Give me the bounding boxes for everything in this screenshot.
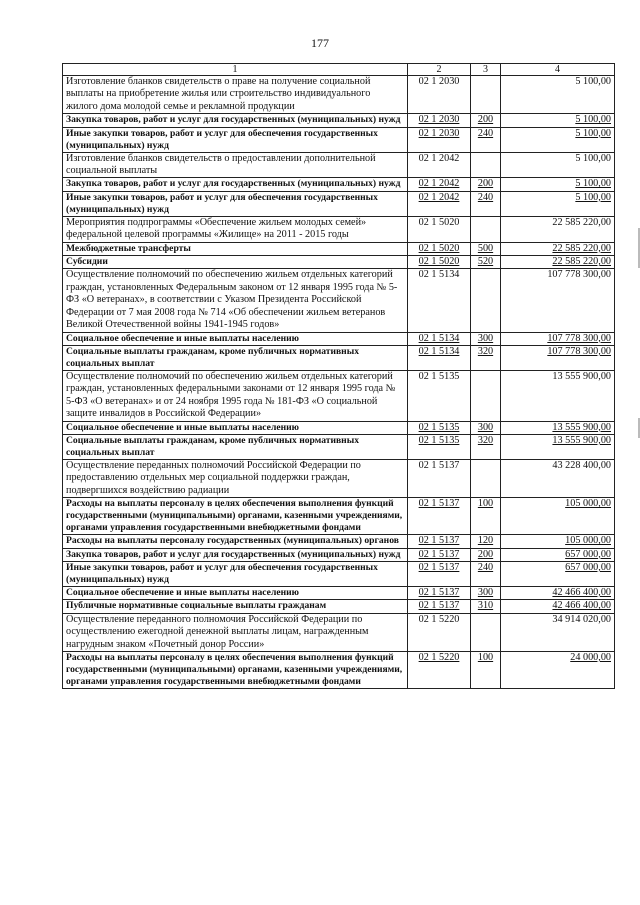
- table-row: [63, 256, 615, 269]
- row-type: 100: [471, 652, 501, 689]
- row-type: 240: [471, 191, 501, 216]
- row-name: Расходы на выплаты персоналу в целях обеспечения выполнения функций государственными (муниципальными) органами, казенными учреждениями, органами управления государственными внебюджетными фондами: [63, 498, 408, 535]
- row-code: 02 1 2030: [408, 114, 471, 127]
- row-amount: 13 555 900,00: [501, 421, 615, 434]
- table-row: [63, 548, 615, 561]
- row-name: Иные закупки товаров, работ и услуг для обеспечения государственных (муниципальных) нужд: [63, 561, 408, 586]
- row-type: 520: [471, 256, 501, 269]
- row-amount: 5 100,00: [501, 127, 615, 152]
- table-row: [63, 613, 615, 651]
- row-name: Социальные выплаты гражданам, кроме публичных нормативных социальных выплат: [63, 434, 408, 459]
- row-name: Социальное обеспечение и иные выплаты населению: [63, 421, 408, 434]
- row-name: Социальное обеспечение и иные выплаты населению: [63, 586, 408, 599]
- row-type: 300: [471, 586, 501, 599]
- row-name: Закупка товаров, работ и услуг для государственных (муниципальных) нужд: [63, 178, 408, 191]
- row-type: 240: [471, 127, 501, 152]
- row-name: Осуществление переданных полномочий Российской Федерации по предоставлению отдельных мер социальной поддержки граждан, подвергшихся воздействию радиации: [63, 459, 408, 497]
- row-amount: 107 778 300,00: [501, 332, 615, 345]
- row-name: Мероприятия подпрограммы «Обеспечение жильем молодых семей» федеральной целевой программы «Жилище» на 2011 - 2015 годы: [63, 216, 408, 242]
- row-name: Расходы на выплаты персоналу в целях обеспечения выполнения функций государственными (муниципальными) органами, казенными учреждениями, органами управления государственными внебюджетными фондами: [63, 652, 408, 689]
- row-code: 02 1 5020: [408, 242, 471, 255]
- table-row: [63, 114, 615, 127]
- table-row: [63, 345, 615, 370]
- row-type: [471, 76, 501, 114]
- row-name: Межбюджетные трансферты: [63, 242, 408, 255]
- table-row: [63, 216, 615, 242]
- row-amount: 13 555 900,00: [501, 370, 615, 421]
- row-type: 120: [471, 535, 501, 548]
- row-type: 300: [471, 421, 501, 434]
- row-amount: 34 914 020,00: [501, 613, 615, 651]
- row-amount: 657 000,00: [501, 548, 615, 561]
- row-type: [471, 370, 501, 421]
- row-name: Иные закупки товаров, работ и услуг для обеспечения государственных (муниципальных) нужд: [63, 127, 408, 152]
- row-code: 02 1 2042: [408, 191, 471, 216]
- row-name: Расходы на выплаты персоналу государственных (муниципальных) органов: [63, 535, 408, 548]
- row-name: Публичные нормативные социальные выплаты гражданам: [63, 600, 408, 613]
- row-name: Социальное обеспечение и иные выплаты населению: [63, 332, 408, 345]
- row-code: 02 1 2042: [408, 152, 471, 178]
- row-name: Иные закупки товаров, работ и услуг для обеспечения государственных (муниципальных) нужд: [63, 191, 408, 216]
- row-name: Закупка товаров, работ и услуг для государственных (муниципальных) нужд: [63, 548, 408, 561]
- budget-table: [62, 63, 615, 689]
- table-row: [63, 370, 615, 421]
- row-amount: 5 100,00: [501, 76, 615, 114]
- row-name: Социальные выплаты гражданам, кроме публичных нормативных социальных выплат: [63, 345, 408, 370]
- row-amount: 657 000,00: [501, 561, 615, 586]
- row-type: 320: [471, 345, 501, 370]
- table-body: [63, 76, 615, 689]
- table-row: [63, 152, 615, 178]
- row-code: 02 1 5137: [408, 586, 471, 599]
- row-code: 02 1 5137: [408, 561, 471, 586]
- row-code: 02 1 5135: [408, 434, 471, 459]
- row-name: Закупка товаров, работ и услуг для государственных (муниципальных) нужд: [63, 114, 408, 127]
- table-row: [63, 652, 615, 689]
- row-code: 02 1 5137: [408, 498, 471, 535]
- table-row: [63, 76, 615, 114]
- table-row: [63, 561, 615, 586]
- table-header-row: [63, 64, 615, 76]
- row-name: Субсидии: [63, 256, 408, 269]
- table-row: [63, 127, 615, 152]
- row-amount: 24 000,00: [501, 652, 615, 689]
- column-header-amount: 4: [501, 64, 615, 76]
- row-code: 02 1 5137: [408, 600, 471, 613]
- table-row: [63, 178, 615, 191]
- row-type: 240: [471, 561, 501, 586]
- row-type: 100: [471, 498, 501, 535]
- table-row: [63, 421, 615, 434]
- table-row: [63, 332, 615, 345]
- row-type: [471, 269, 501, 332]
- table-row: [63, 498, 615, 535]
- row-code: 02 1 5137: [408, 548, 471, 561]
- row-code: 02 1 5220: [408, 652, 471, 689]
- row-amount: 105 000,00: [501, 535, 615, 548]
- table-row: [63, 535, 615, 548]
- row-amount: 107 778 300,00: [501, 345, 615, 370]
- row-name: Осуществление полномочий по обеспечению жильем отдельных категорий граждан, установленных Федеральным законом от 12 января 1995 года № 5-ФЗ «О ветеранах», в соответствии с Указом Президента Российской Федерации от 7 мая 2008 года № 714 «Об обеспечении жильем ветеранов Великой Отечественной войны 1941-1945 годов»: [63, 269, 408, 332]
- row-amount: 5 100,00: [501, 191, 615, 216]
- row-name: Изготовление бланков свидетельств о предоставлении дополнительной социальной выплаты: [63, 152, 408, 178]
- page-number: 177: [311, 36, 329, 50]
- row-amount: 5 100,00: [501, 152, 615, 178]
- row-name: Осуществление полномочий по обеспечению жильем отдельных категорий граждан, установленных федеральными законами от 12 января 1995 года № 5-ФЗ «О ветеранах» и от 24 ноября 1995 года № 181-ФЗ «О социальной защите инвалидов в Российской Федерации»: [63, 370, 408, 421]
- table-row: [63, 600, 615, 613]
- row-amount: 42 466 400,00: [501, 586, 615, 599]
- row-type: 200: [471, 114, 501, 127]
- table-row: [63, 242, 615, 255]
- row-code: 02 1 5134: [408, 269, 471, 332]
- row-type: 200: [471, 548, 501, 561]
- row-amount: 22 585 220,00: [501, 256, 615, 269]
- row-amount: 22 585 220,00: [501, 216, 615, 242]
- column-header-code: 2: [408, 64, 471, 76]
- table-row: [63, 191, 615, 216]
- table-row: [63, 269, 615, 332]
- row-code: 02 1 2030: [408, 127, 471, 152]
- row-code: 02 1 5137: [408, 459, 471, 497]
- row-code: 02 1 5220: [408, 613, 471, 651]
- row-name: Осуществление переданного полномочия Российской Федерации по осуществлению ежегодной денежной выплаты лицам, награжденным нагрудным знаком «Почетный донор России»: [63, 613, 408, 651]
- row-amount: 43 228 400,00: [501, 459, 615, 497]
- row-amount: 5 100,00: [501, 178, 615, 191]
- row-type: 300: [471, 332, 501, 345]
- column-header-type: 3: [471, 64, 501, 76]
- row-type: 310: [471, 600, 501, 613]
- row-code: 02 1 5135: [408, 421, 471, 434]
- row-amount: 13 555 900,00: [501, 434, 615, 459]
- row-type: 200: [471, 178, 501, 191]
- row-code: 02 1 5137: [408, 535, 471, 548]
- row-code: 02 1 5134: [408, 345, 471, 370]
- row-code: 02 1 5134: [408, 332, 471, 345]
- row-amount: 105 000,00: [501, 498, 615, 535]
- row-name: Изготовление бланков свидетельств о праве на получение социальной выплаты на приобретение жилья или строительство индивидуального жилого дома молодой семье и рекламной продукции: [63, 76, 408, 114]
- row-code: 02 1 5020: [408, 256, 471, 269]
- table-row: [63, 459, 615, 497]
- row-type: 500: [471, 242, 501, 255]
- row-type: [471, 152, 501, 178]
- row-code: 02 1 2042: [408, 178, 471, 191]
- row-type: [471, 459, 501, 497]
- column-header-name: 1: [63, 64, 408, 76]
- row-code: 02 1 5135: [408, 370, 471, 421]
- table-row: [63, 434, 615, 459]
- row-code: 02 1 5020: [408, 216, 471, 242]
- row-code: 02 1 2030: [408, 76, 471, 114]
- row-amount: 42 466 400,00: [501, 600, 615, 613]
- row-amount: 5 100,00: [501, 114, 615, 127]
- row-type: 320: [471, 434, 501, 459]
- table-row: [63, 586, 615, 599]
- row-type: [471, 216, 501, 242]
- row-amount: 22 585 220,00: [501, 242, 615, 255]
- row-amount: 107 778 300,00: [501, 269, 615, 332]
- row-type: [471, 613, 501, 651]
